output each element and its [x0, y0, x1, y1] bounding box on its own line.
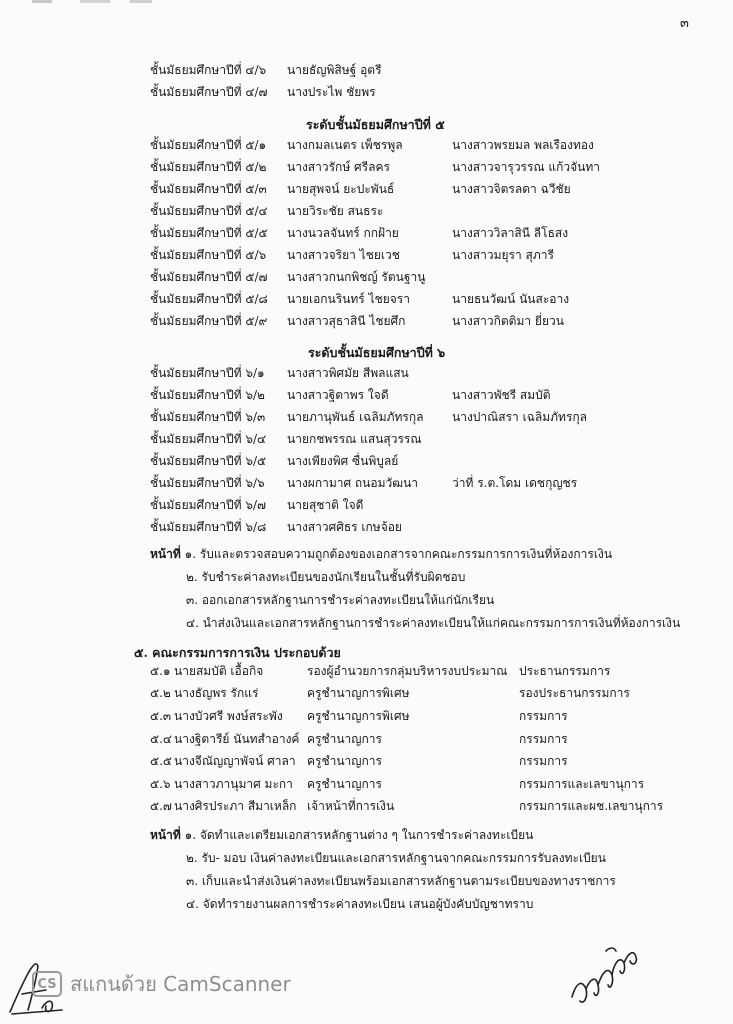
duty-item: ๔. จัดทำรายงานผลการชำระค่าลงทะเบียน เสนอผู้บังคับบัญชาทราบ — [186, 897, 534, 911]
class-label: ชั้นมัธยมศึกษาปีที่ ๖/๘ — [150, 520, 267, 534]
member-role: กรรมการและผช.เลขานุการ — [519, 799, 664, 813]
class-label: ชั้นมัธยมศึกษาปีที่ ๖/๔ — [150, 432, 267, 446]
grade6-heading: ระดับชั้นมัธยมศึกษาปีที่ ๖ — [308, 345, 446, 360]
teacher-name: นางประไพ ชัยพร — [287, 85, 376, 99]
committee-heading: ๕. คณะกรรมการการเงิน ประกอบด้วย — [134, 645, 341, 660]
member-name: นายสมบัติ เอื้อกิจ — [174, 664, 264, 678]
page-number: ๓ — [680, 16, 689, 31]
class-label: ชั้นมัธยมศึกษาปีที่ ๕/๖ — [150, 248, 267, 262]
teacher-name-2: นางสาวมยุรา สุภารี — [452, 248, 554, 262]
camscanner-logo-icon: CS — [32, 971, 62, 997]
duty-item: ๔. นำส่งเงินและเอกสารหลักฐานการชำระค่าลงทะเบียนให้แก่คณะกรรมการการเงินที่ห้องการเงิน — [186, 616, 681, 630]
member-number: ๕.๒ — [150, 686, 171, 700]
teacher-name: นางสาวสุธาสินี ไชยศึก — [287, 314, 406, 328]
member-position: ครูชำนาญการ — [307, 732, 382, 746]
class-label: ชั้นมัธยมศึกษาปีที่ ๖/๑ — [150, 366, 265, 380]
signature-right — [566, 935, 646, 1015]
member-number: ๕.๗ — [150, 799, 172, 813]
teacher-name: นายสุพจน์ ยะปะพันธ์ — [287, 182, 395, 196]
member-position: เจ้าหน้าที่การเงิน — [307, 799, 395, 813]
teacher-name: นายธัญพิสิษฐ์ อุตรี — [287, 63, 382, 77]
member-role: กรรมการและเลขานุการ — [519, 777, 645, 791]
teacher-name: นางสาวจริยา ไชยเวช — [287, 248, 400, 262]
teacher-name-2: นางสาวพัชรี สมบัติ — [452, 388, 551, 402]
member-number: ๕.๑ — [150, 664, 171, 678]
member-name: นางจีณัญญาพัจน์ ศาลา — [174, 754, 296, 768]
teacher-name: นางนวลจันทร์ กกฝ้าย — [287, 226, 399, 240]
teacher-name: นายวิระชัย สนธระ — [287, 204, 384, 218]
teacher-name: นางสาวฐิตาพร ใจดี — [287, 388, 389, 402]
member-number: ๕.๖ — [150, 777, 171, 791]
class-label: ชั้นมัธยมศึกษาปีที่ ๔/๖ — [150, 63, 267, 77]
class-label: ชั้นมัธยมศึกษาปีที่ ๖/๓ — [150, 410, 266, 424]
class-label: ชั้นมัธยมศึกษาปีที่ ๕/๕ — [150, 226, 268, 240]
duty-item: หน้าที่ ๑. จัดทำและเตรียมเอกสารหลักฐานต่าง ๆ ในการชำระค่าลงทะเบียน — [150, 828, 534, 842]
teacher-name-2: นางสาวพรยมล พลเรืองทอง — [452, 138, 594, 152]
teacher-name-2: นางสาวจารุวรรณ แก้วจันทา — [452, 160, 601, 174]
class-label: ชั้นมัธยมศึกษาปีที่ ๕/๒ — [150, 160, 267, 174]
duty-item: ๒. รับ- มอบ เงินค่าลงทะเบียนและเอกสารหลักฐานจากคณะกรรมการรับลงทะเบียน — [186, 851, 606, 865]
member-position: ครูชำนาญการ — [307, 777, 382, 791]
member-role: รองประธานกรรมการ — [519, 686, 630, 700]
member-name: นางศิรประภา สีมาเหล็ก — [174, 799, 297, 813]
member-name: นางบัวศรี พงษ์สระพัง — [174, 709, 283, 723]
teacher-name: นายกชพรรณ แสนสุวรรณ — [287, 432, 422, 446]
scanner-watermark — [32, 968, 291, 1000]
member-role: กรรมการ — [519, 732, 568, 746]
member-name: นางธัญพร รักแร่ — [174, 686, 259, 700]
teacher-name: นางสาวพิศมัย สีพลแสน — [287, 366, 409, 380]
member-position: ครูชำนาญการพิเศษ — [307, 709, 410, 723]
member-name: นางสาวภานุมาศ มะกา — [174, 777, 293, 791]
teacher-name: นายสุชาติ ใจดี — [287, 498, 364, 512]
class-label: ชั้นมัธยมศึกษาปีที่ ๕/๔ — [150, 204, 268, 218]
class-label: ชั้นมัธยมศึกษาปีที่ ๕/๙ — [150, 314, 268, 328]
class-label: ชั้นมัธยมศึกษาปีที่ ๖/๗ — [150, 498, 267, 512]
member-role: กรรมการ — [519, 709, 568, 723]
teacher-name: นางสาวศศิธร เกษจ้อย — [287, 520, 402, 534]
duty-item: ๒. รับชำระค่าลงทะเบียนของนักเรียนในชั้นที่รับผิดชอบ — [186, 570, 466, 584]
teacher-name: นางสาวกนกพิชญ์ รัตนฐานู — [287, 270, 426, 284]
grade5-heading: ระดับชั้นมัธยมศึกษาปีที่ ๕ — [306, 117, 445, 132]
member-number: ๕.๓ — [150, 709, 172, 723]
duty-item: ๓. ออกเอกสารหลักฐานการชำระค่าลงทะเบียนให้แก่นักเรียน — [186, 593, 495, 607]
class-label: ชั้นมัธยมศึกษาปีที่ ๖/๕ — [150, 454, 267, 468]
teacher-name: นางสาวรักษ์ ศรีลคร — [287, 160, 390, 174]
teacher-name-2: นางสาวจิตรลดา ฉวีชัย — [452, 182, 571, 196]
class-label: ชั้นมัธยมศึกษาปีที่ ๕/๘ — [150, 292, 268, 306]
watermark-text: สแกนด้วย CamScanner — [70, 972, 291, 996]
teacher-name: นายภานุพันธ์ เฉลิมภัทรกุล — [287, 410, 424, 424]
member-role: ประธานกรรมการ — [519, 664, 611, 678]
member-name: นางฐิตารีย์ นันทสำอางค์ — [174, 732, 300, 746]
duties-label: หน้าที่ — [150, 547, 181, 561]
class-label: ชั้นมัธยมศึกษาปีที่ ๔/๗ — [150, 85, 268, 99]
member-number: ๕.๕ — [150, 754, 172, 768]
class-label: ชั้นมัธยมศึกษาปีที่ ๕/๗ — [150, 270, 268, 284]
class-label: ชั้นมัธยมศึกษาปีที่ ๕/๓ — [150, 182, 267, 196]
teacher-name: นางเพียงพิศ ซื่นพิบูลย์ — [287, 454, 399, 468]
duty-item: หน้าที่ ๑. รับและตรวจสอบความถูกต้องของเอกสารจากคณะกรรมการการเงินที่ห้องการเงิน — [150, 547, 613, 561]
teacher-name: นางกมลเนตร เพ็ชรพูล — [287, 138, 403, 152]
teacher-name-2: ว่าที่ ร.ต.โดม เดชกุญชร — [452, 476, 578, 490]
class-label: ชั้นมัธยมศึกษาปีที่ ๖/๒ — [150, 388, 265, 402]
member-position: รองผู้อำนวยการกลุ่มบริหารงบประมาณ — [307, 664, 508, 678]
teacher-name-2: นางสาวกิตติมา ยี่ยวน — [452, 314, 564, 328]
teacher-name-2: นางสาววิลาสินี ลีโธสง — [452, 226, 569, 240]
class-label: ชั้นมัธยมศึกษาปีที่ ๖/๖ — [150, 476, 265, 490]
member-position: ครูชำนาญการพิเศษ — [307, 686, 410, 700]
member-number: ๕.๔ — [150, 732, 172, 746]
scan-edge-marks — [30, 0, 160, 6]
duty-item: ๓. เก็บและนำส่งเงินค่าลงทะเบียนพร้อมเอกสารหลักฐานตามระเบียบของทางราชการ — [186, 874, 616, 888]
member-role: กรรมการ — [519, 754, 568, 768]
teacher-name: นางผกามาศ ถนอมวัฒนา — [287, 476, 419, 490]
duties-label: หน้าที่ — [150, 828, 181, 842]
teacher-name-2: นายธนวัฒน์ นันสะอาง — [452, 292, 570, 306]
class-label: ชั้นมัธยมศึกษาปีที่ ๕/๑ — [150, 138, 267, 152]
member-position: ครูชำนาญการ — [307, 754, 382, 768]
teacher-name: นายเอกนรินทร์ ไชยจรา — [287, 292, 410, 306]
teacher-name-2: นางปาณิสรา เฉลิมภัทรกุล — [452, 410, 588, 424]
